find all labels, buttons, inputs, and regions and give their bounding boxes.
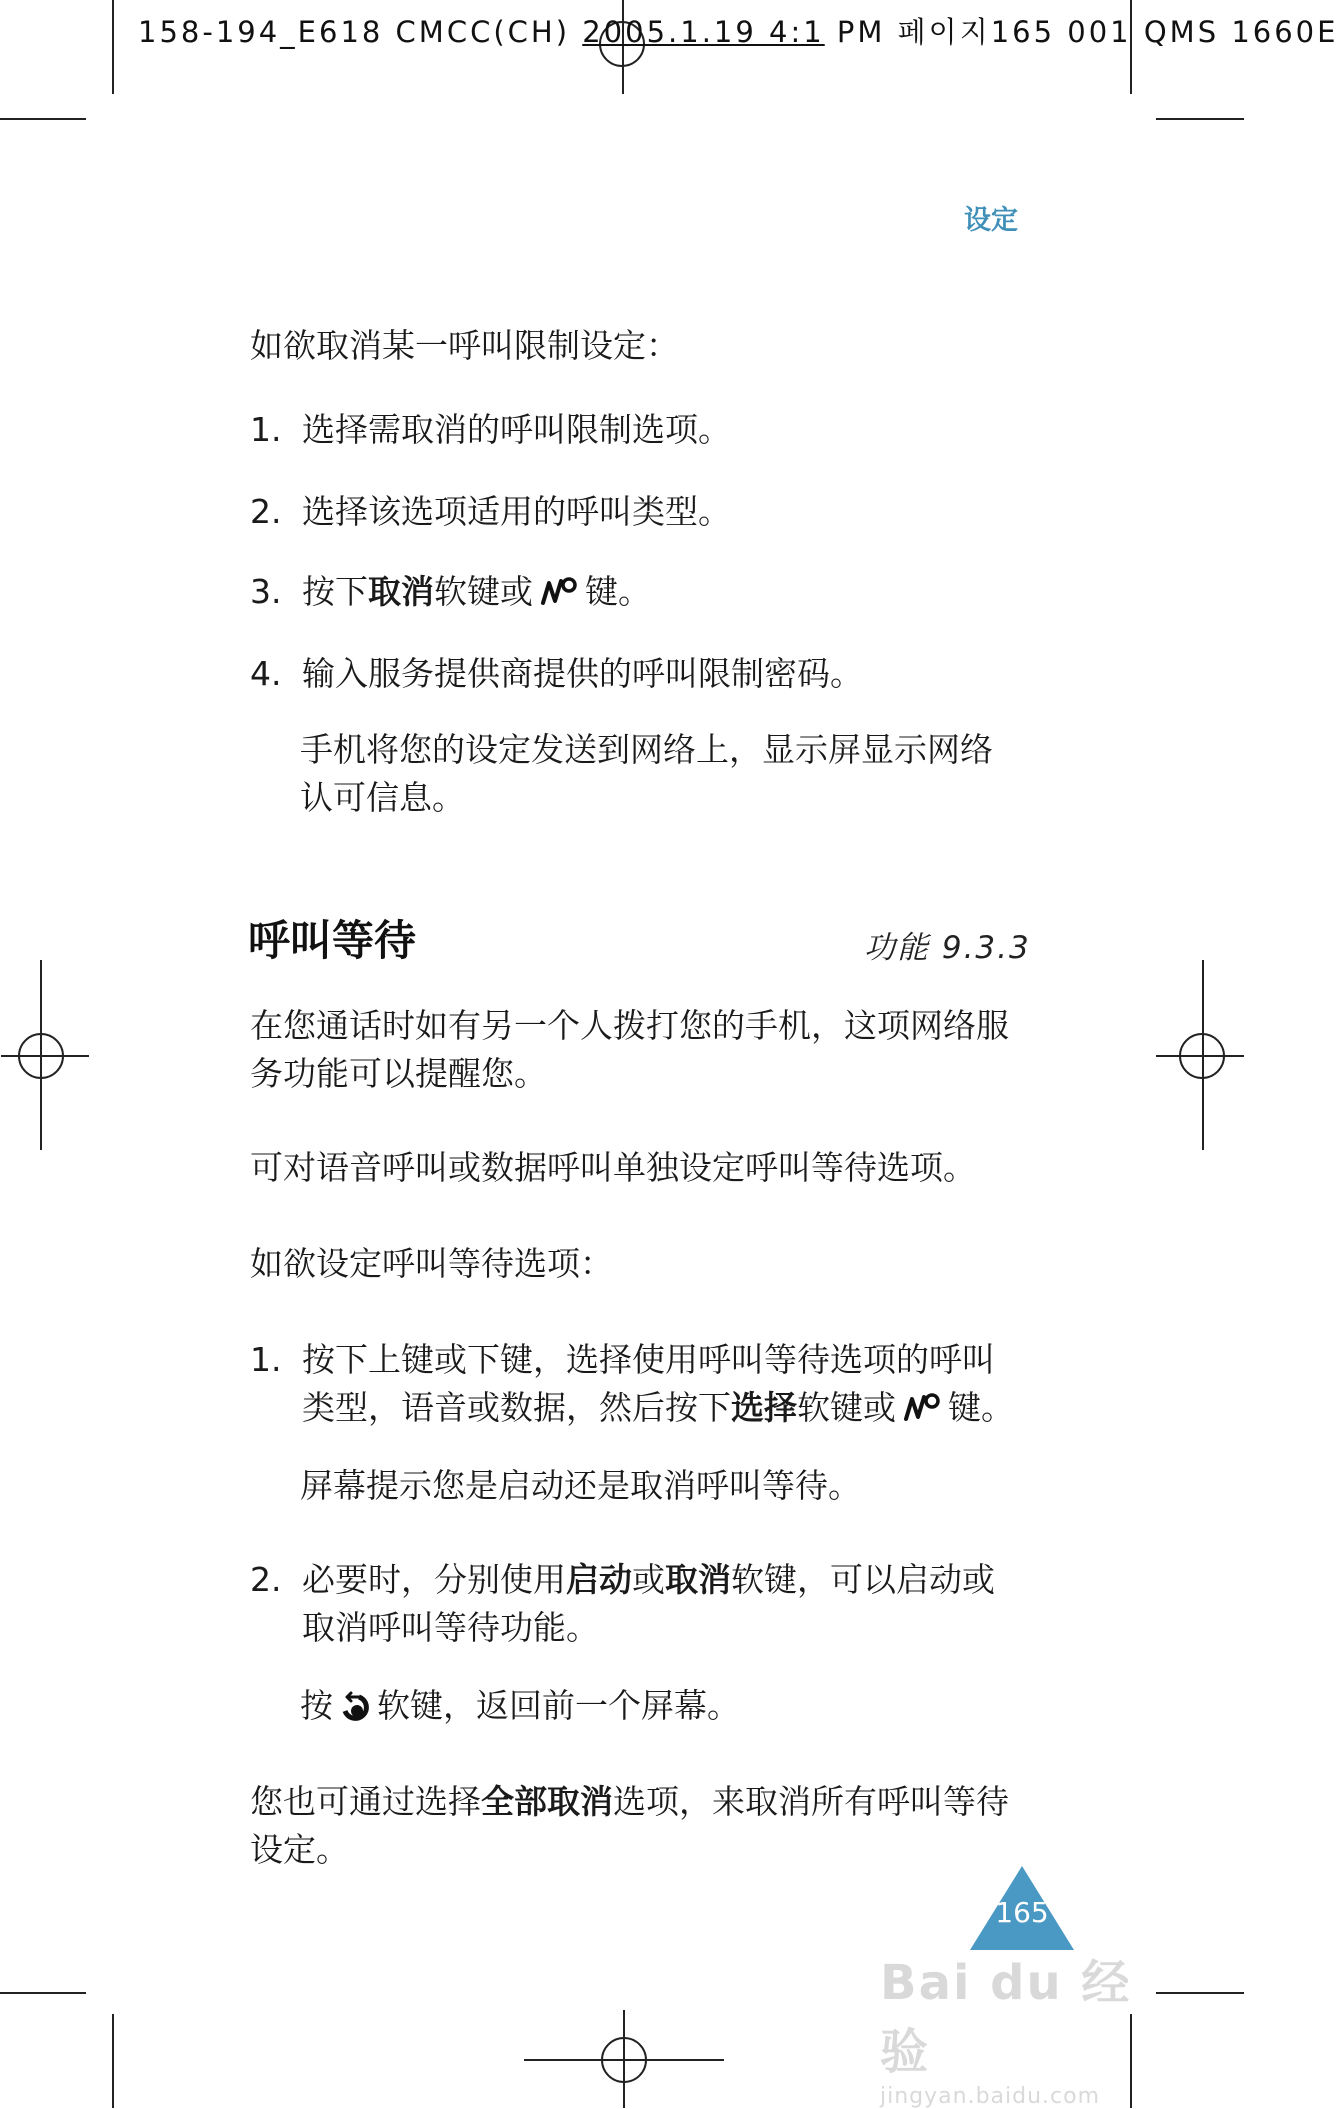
crop-mark (112, 2014, 114, 2108)
note-text-part: 按 (300, 1686, 333, 1725)
note-text (300, 1682, 1020, 1730)
note-text: 手机将您的设定发送到网络上，显示屏显示网络认可信息。 (300, 730, 993, 817)
section-tag: 设定 (964, 205, 1018, 236)
step-number: 2. (250, 492, 282, 531)
print-header-date: 2005.1.19 4:1 (582, 15, 825, 49)
step-text-part: 键。 (948, 1388, 1014, 1427)
step-number: 3. (250, 572, 282, 611)
step-text-part: 按下上键或下键，选择使用呼叫等待选项的呼叫类型，语音或数据，然后按下 (302, 1340, 995, 1427)
ok-key-icon (539, 575, 579, 607)
page-number: 165 (995, 1896, 1049, 1929)
note-text: 屏幕提示您是启动还是取消呼叫等待。 (300, 1466, 861, 1505)
step-text-part: 必要时，分别使用 (302, 1560, 566, 1599)
print-header-part: 158-194_E618 CMCC(CH) (138, 15, 583, 49)
step-text-part: 按下 (302, 572, 368, 611)
step-text (302, 568, 1022, 616)
watermark-url: jingyan.baidu.com (880, 2084, 1101, 2109)
softkey-label: 取消 (368, 572, 434, 611)
paragraph: 在您通话时如有另一个人拨打您的手机，这项网络服务功能可以提醒您。 (250, 1006, 1009, 1093)
step-text: 选择该选项适用的呼叫类型。 (302, 492, 731, 531)
section-title: 呼叫等待 (248, 916, 417, 965)
option-label: 全部取消 (481, 1782, 613, 1821)
softkey-label: 启动 (566, 1560, 632, 1599)
paragraph: 如欲设定呼叫等待选项： (250, 1244, 613, 1283)
registration-target (1154, 1010, 1244, 1100)
step-number: 1. (250, 410, 282, 449)
note-text-part: 软键，返回前一个屏幕。 (377, 1686, 740, 1725)
softkey-label: 选择 (731, 1388, 797, 1427)
step-text (302, 1556, 1022, 1652)
registration-target (524, 2010, 724, 2108)
print-header (138, 10, 1338, 51)
step-number: 4. (250, 654, 282, 693)
function-number: 功能 9.3.3 (864, 930, 1031, 966)
step-text (302, 1336, 1022, 1432)
back-key-icon (339, 1691, 371, 1723)
step-text-part: 键。 (585, 572, 651, 611)
ok-key-icon (902, 1391, 942, 1423)
step-text-part: 软键或 (434, 572, 533, 611)
softkey-label: 取消 (665, 1560, 731, 1599)
crop-mark (0, 118, 86, 120)
paragraph: 可对语音呼叫或数据呼叫单独设定呼叫等待选项。 (250, 1148, 976, 1187)
registration-target (1, 1010, 91, 1100)
paragraph-part: 选项，来取消所有呼叫等待设定。 (250, 1782, 1009, 1869)
print-header-part: PM 페이지165 001 QMS 1660E (824, 15, 1338, 49)
step-number: 2. (250, 1560, 282, 1599)
step-text-part: 软键，可以启动或取消呼叫等待功能。 (302, 1560, 995, 1647)
watermark-brand: Bai du 经验 (880, 1955, 1132, 2080)
closing-paragraph (250, 1778, 1010, 1874)
step-number: 1. (250, 1340, 282, 1379)
step-text: 选择需取消的呼叫限制选项。 (302, 410, 731, 449)
crop-mark (112, 0, 114, 94)
step-text-part: 或 (632, 1560, 665, 1599)
paragraph-part: 您也可通过选择 (250, 1782, 481, 1821)
intro-text: 如欲取消某一呼叫限制设定： (250, 326, 679, 365)
step-text: 输入服务提供商提供的呼叫限制密码。 (302, 654, 863, 693)
crop-mark (1156, 118, 1244, 120)
baidu-watermark (880, 1944, 1180, 2109)
step-text-part: 软键或 (797, 1388, 896, 1427)
crop-mark (0, 1992, 86, 1994)
